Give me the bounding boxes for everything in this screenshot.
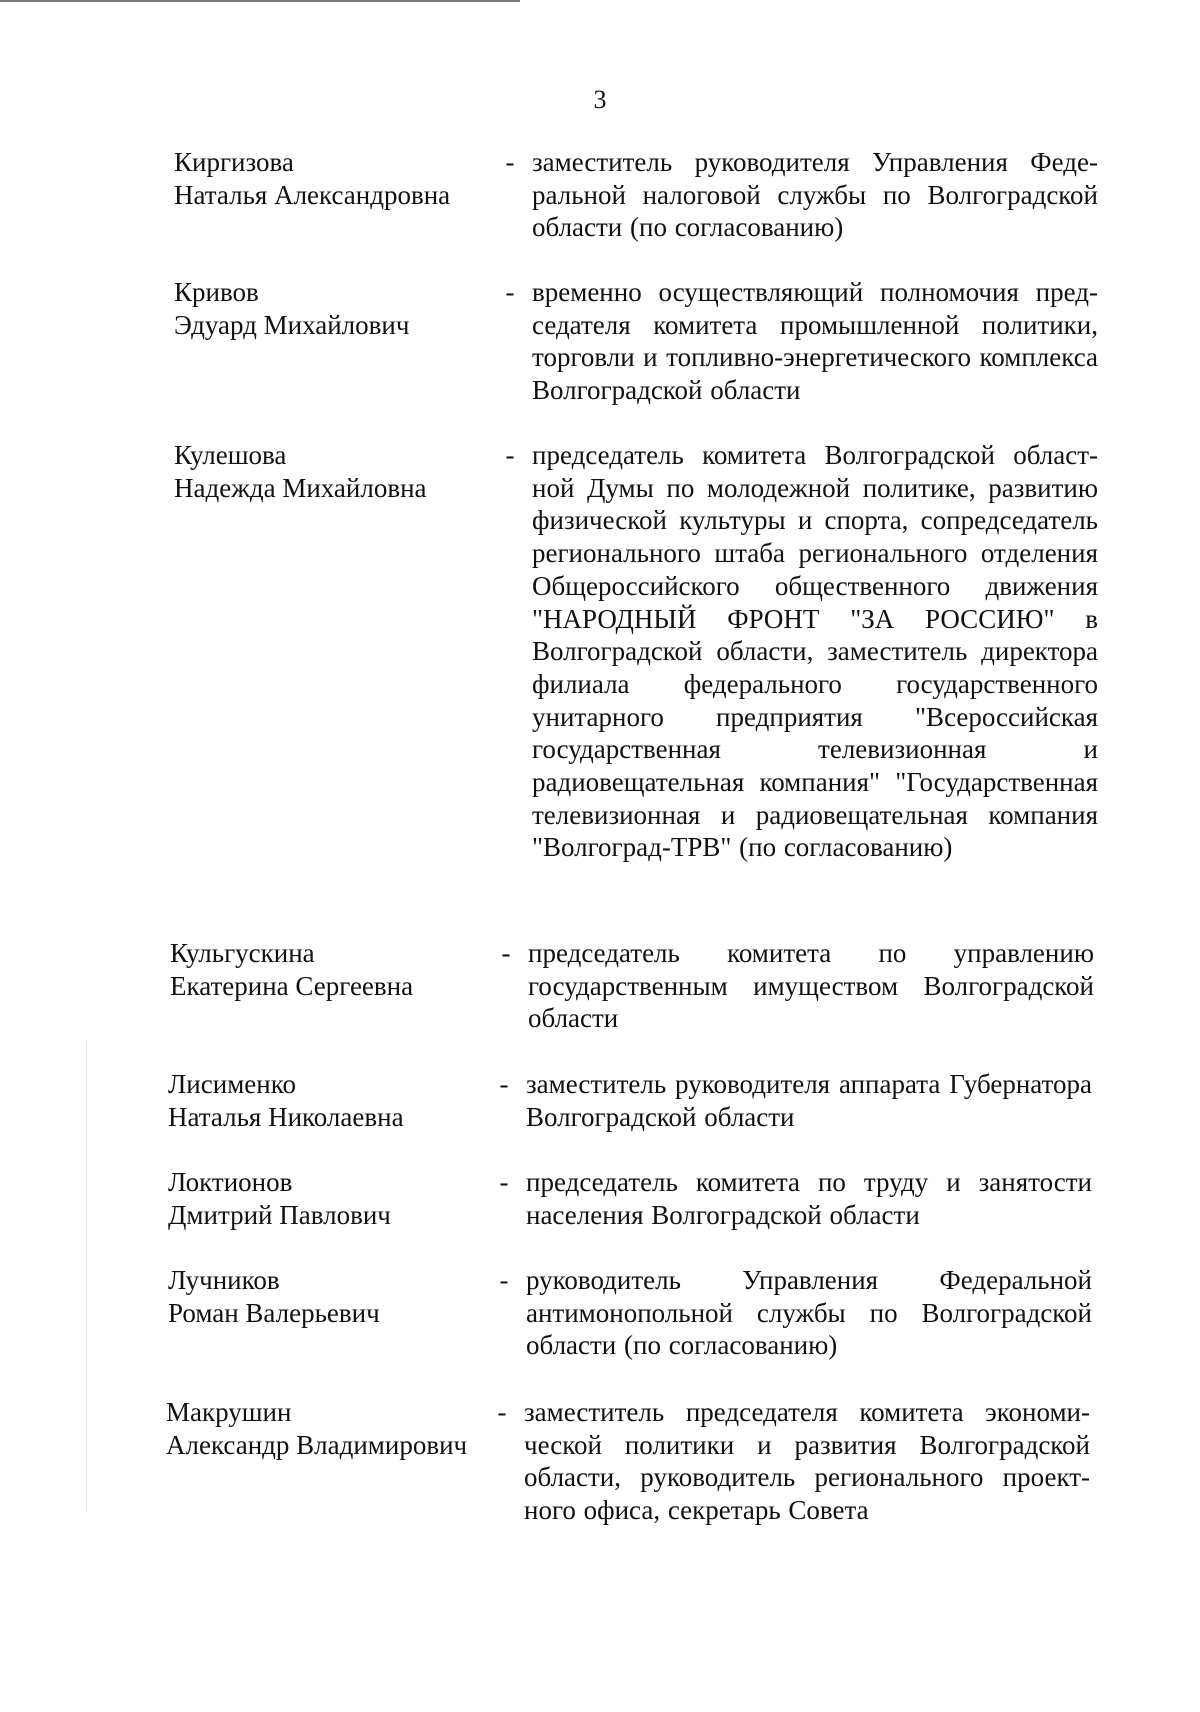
member-name: Лисименко Наталья Николаевна bbox=[168, 1069, 404, 1132]
member-position: председатель комитета Волгоградской областной Думы по молодежной политике, развитию физической культуры и спорта, сопредседатель регионального штаба регионального отделения Общероссийского общественного движения "НАРОДНЫЙ ФРОНТ "ЗА РОССИЮ" в Волгоградской области, заместитель директора филиала федерального государственного унитарного предприятия "Всероссийская государственная телевизионная и радиовещательная компания" "Государственная телевизионная и радиовещательная компания "Волгоград-ТРВ" (по согласованию) bbox=[532, 440, 1098, 863]
member-position: заместитель руководителя аппарата Губернатора Волгоградской области bbox=[526, 1069, 1092, 1132]
member-name: Кульгускина Екатерина Сергеевна bbox=[170, 938, 414, 1001]
member-position: заместитель председателя комитета экономической политики и развития Волгоградской области, руководитель регионального проектного офиса, секретарь Совета bbox=[524, 1397, 1090, 1526]
entry-dash: - bbox=[499, 1265, 509, 1295]
member-position: председатель комитета по труду и занятости населения Волгоградской области bbox=[526, 1167, 1092, 1230]
entry-dash: - bbox=[499, 1069, 509, 1099]
member-name: Кривов Эдуард Михайлович bbox=[174, 277, 410, 340]
entry-dash: - bbox=[501, 938, 511, 968]
page-number: 3 bbox=[593, 85, 607, 114]
entry-dash: - bbox=[499, 1167, 509, 1197]
member-position: председатель комитета по управлению государственным имуществом Волгоградской области bbox=[528, 938, 1094, 1034]
member-position: руководитель Управления Федеральной антимонопольной службы по Волгоградской области (по согласованию) bbox=[526, 1265, 1092, 1361]
entry-dash: - bbox=[505, 440, 515, 470]
member-position: заместитель руководителя Управления Федеральной налоговой службы по Волгоградской области (по согласованию) bbox=[532, 147, 1098, 243]
member-name: Кулешова Надежда Михайловна bbox=[174, 440, 427, 503]
member-name: Лучников Роман Валерьевич bbox=[168, 1265, 380, 1328]
entry-dash: - bbox=[505, 147, 515, 177]
member-name: Киргизова Наталья Александровна bbox=[174, 147, 451, 210]
member-name: Макрушин Александр Владимирович bbox=[166, 1397, 468, 1460]
entry-dash: - bbox=[497, 1397, 507, 1427]
member-name: Локтионов Дмитрий Павлович bbox=[168, 1167, 391, 1230]
scan-edge-top bbox=[0, 0, 520, 2]
entry-dash: - bbox=[505, 277, 515, 307]
member-position: временно осуществляющий полномочия председателя комитета промышленной политики, торговли и топливно-энергетического комплекса Волгоградской области bbox=[532, 277, 1098, 406]
scan-edge-left bbox=[86, 1040, 87, 1510]
